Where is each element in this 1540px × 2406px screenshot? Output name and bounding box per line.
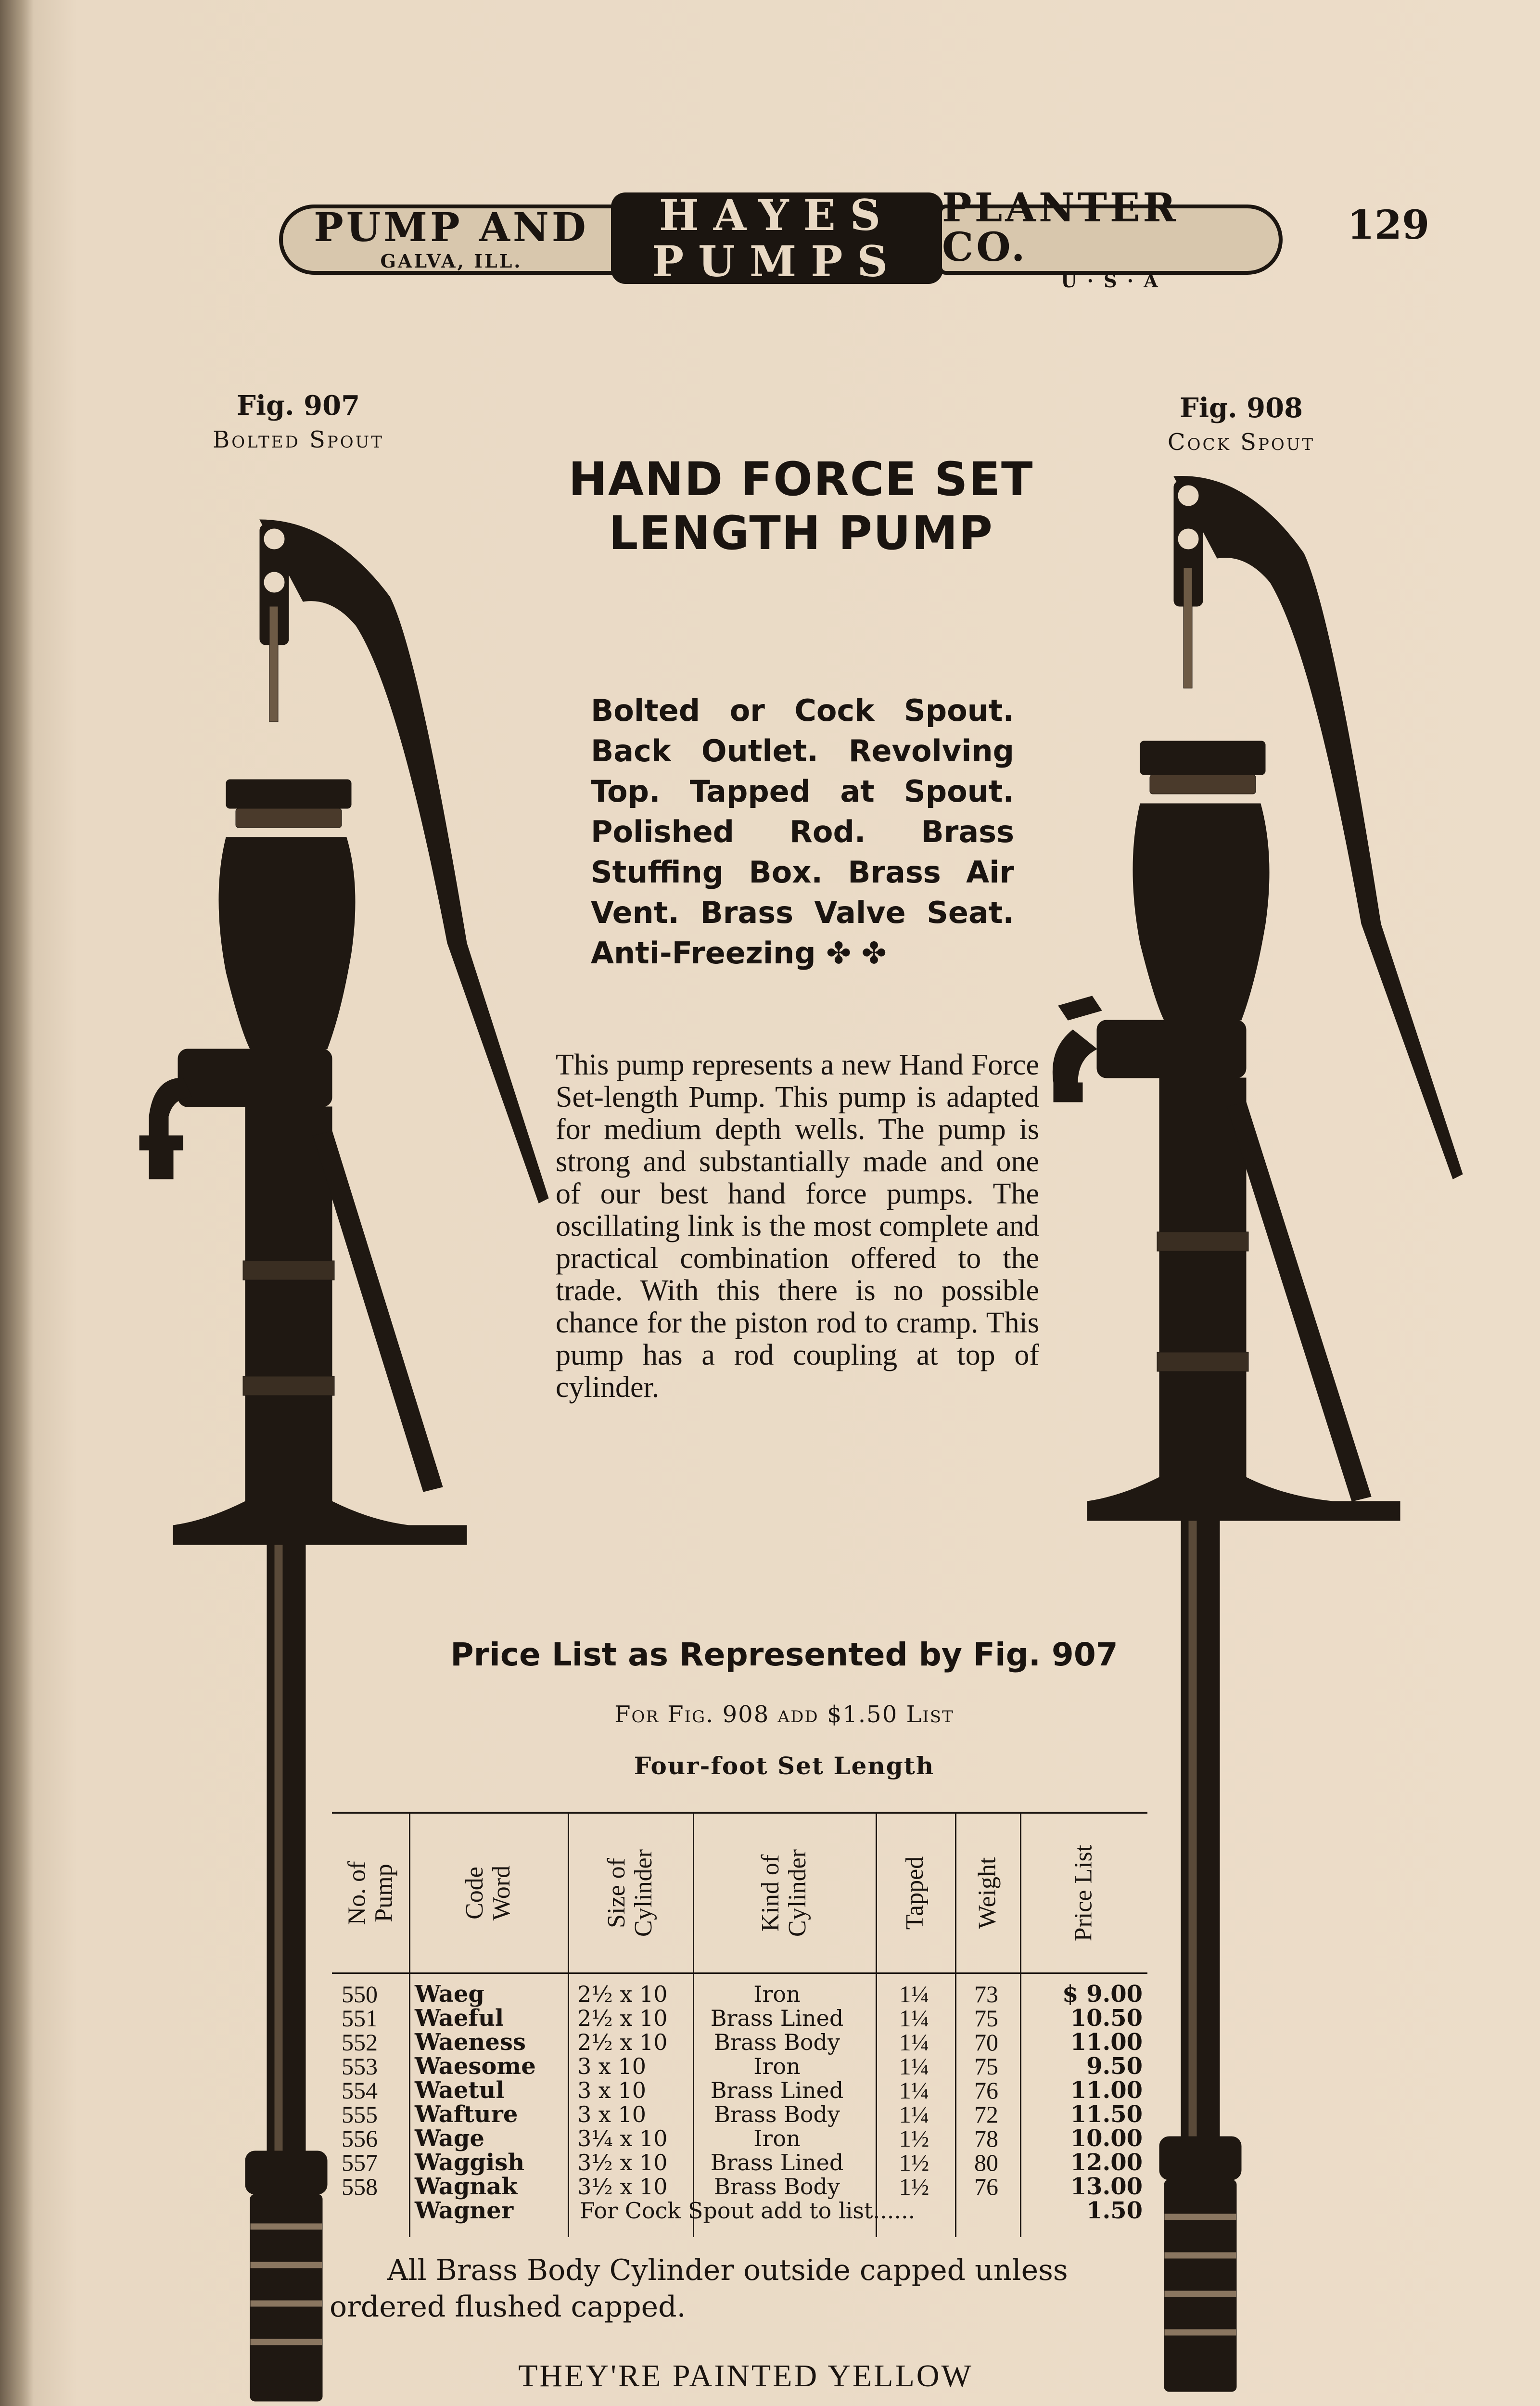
table-row [332, 1982, 1147, 2006]
table-row [332, 2102, 1147, 2126]
cell-tapped: 1¼ [899, 1981, 929, 2008]
cell-kind: Iron [753, 2053, 801, 2079]
cell-kind: Iron [753, 2125, 801, 2151]
right-plate [938, 184, 1283, 292]
cell-weight: 72 [974, 2101, 998, 2128]
cell-weight: 70 [974, 2029, 998, 2056]
table-row [332, 2030, 1147, 2054]
right-plate-line1: PLANTER CO. [942, 184, 1179, 270]
header-weight-label: Weight [973, 1857, 1001, 1929]
cell-tapped: 1¼ [899, 2053, 929, 2080]
cell-size: 3½ x 10 [577, 2150, 668, 2176]
left-plate-line1: PUMP AND [314, 204, 589, 251]
cell-weight: 76 [974, 2077, 998, 2104]
header-size-label: Size of Cylinder [602, 1849, 657, 1937]
table-row [332, 2150, 1147, 2175]
cell-kind: Brass Body [714, 2174, 840, 2200]
table-row [332, 2078, 1147, 2102]
cell-code: Waeg [415, 1981, 484, 2008]
cell-kind: Brass Lined [710, 2077, 844, 2103]
header-weight [955, 1814, 1021, 1972]
cell-kind: Iron [753, 1981, 801, 2007]
fig-sub-left: Bolted Spout [213, 426, 384, 453]
table-row [332, 2006, 1147, 2030]
cell-weight: 75 [974, 2005, 998, 2032]
header-tapped [876, 1814, 956, 1972]
fig-label-right: Fig. 908 [1179, 392, 1303, 424]
cell-price: 13.00 [1070, 2173, 1143, 2200]
cell-no: 550 [342, 1981, 378, 2008]
cell-size: 3 x 10 [577, 2077, 646, 2103]
right-plate-line2: U · S · A [1061, 269, 1160, 292]
cell-weight: 75 [974, 2053, 998, 2080]
cell-price: 9.50 [1086, 2053, 1143, 2080]
header-code [409, 1814, 569, 1972]
cell-size: 2½ x 10 [577, 1981, 668, 2007]
cell-price: 10.50 [1070, 2005, 1143, 2032]
header-size [568, 1814, 694, 1972]
table-row [332, 2175, 1147, 2199]
left-plate-line2: GALVA, ILL. [380, 250, 522, 272]
price-table [332, 1812, 1147, 2237]
price-list-subtitle2: Four-foot Set Length [634, 1752, 935, 1780]
cell-kind: Brass Lined [710, 2005, 844, 2031]
footer-note: All Brass Body Cylinder outside capped unless ordered flushed capped. [330, 2253, 1068, 2324]
cell-no: 558 [342, 2173, 378, 2200]
fig-caption-left [183, 390, 414, 453]
cell-tapped: 1¼ [899, 2101, 929, 2128]
binding-gutter [0, 0, 34, 2406]
fig-label-left: Fig. 907 [236, 390, 360, 422]
cell-price: $ 9.00 [1062, 1981, 1143, 2008]
cell-tapped: 1¼ [899, 2077, 929, 2104]
title-line1: HAND FORCE SET [568, 452, 1034, 506]
cell-code: Waeful [415, 2005, 504, 2032]
cell-tapped: 1½ [899, 2149, 929, 2176]
table-row-note [332, 2199, 1147, 2223]
cell-code: Wagnak [415, 2173, 518, 2200]
fig-caption-right [1126, 392, 1357, 456]
cell-weight: 76 [974, 2173, 998, 2200]
header-banner [279, 184, 1289, 292]
cell-kind: Brass Lined [710, 2150, 844, 2176]
cell-size: 3 x 10 [577, 2053, 646, 2079]
cell-size: 2½ x 10 [577, 2005, 668, 2031]
cell-weight: 80 [974, 2149, 998, 2176]
center-line2: PUMPS [651, 236, 903, 286]
center-plate [611, 192, 943, 284]
header-no-label: No. of Pump [343, 1861, 397, 1925]
cell-no: 553 [342, 2053, 378, 2080]
table-header [332, 1814, 1147, 1974]
cell-code: Waesome [415, 2053, 536, 2080]
cell-no: 555 [342, 2101, 378, 2128]
table-row [332, 2054, 1147, 2078]
price-list-subtitle: For Fig. 908 add $1.50 List [614, 1701, 954, 1728]
cell-tapped: 1¼ [899, 2005, 929, 2032]
header-price [1020, 1814, 1147, 1972]
cell-kind: Brass Body [714, 2029, 840, 2055]
header-kind-label: Kind of Cylinder [756, 1849, 811, 1937]
cell-code: Waggish [415, 2149, 525, 2176]
page-title [553, 452, 1049, 560]
cell-code: Waetul [415, 2077, 505, 2104]
fig-sub-right: Cock Spout [1167, 429, 1315, 456]
cell-price: 10.00 [1070, 2125, 1143, 2152]
cell-code: Wagner [415, 2197, 514, 2224]
center-line1: HAYES [659, 190, 895, 240]
description-text: This pump represents a new Hand Force Set-length Pump. This pump is adapted for medium depth wells. The pump is strong and substantially made and one of our best hand force pumps. The oscillating link is the most complete and practical combination offered to the trade. With this there is no possible chance for the piston rod to cramp. This pump has a rod coupling at top of cylinder. [556, 1049, 1039, 1404]
header-price-label: Price List [1069, 1844, 1097, 1942]
cell-code: Waeness [415, 2029, 526, 2056]
cell-tapped: 1½ [899, 2173, 929, 2200]
cell-size: 2½ x 10 [577, 2029, 668, 2055]
cell-size: 3¼ x 10 [577, 2125, 668, 2151]
header-kind [693, 1814, 877, 1972]
features-text: Bolted or Cock Spout. Back Outlet. Revolving Top. Tapped at Spout. Polished Rod. Brass Stuffing Box. Brass Air Vent. Brass Valve Seat. Anti-Freezing ✤ ✤ [591, 693, 1014, 971]
page-number: 129 [1347, 202, 1430, 248]
table-row [332, 2126, 1147, 2150]
cell-kind: Brass Body [714, 2101, 840, 2127]
cell-tapped: 1¼ [899, 2029, 929, 2056]
header-tapped-label: Tapped [901, 1856, 929, 1930]
cell-weight: 73 [974, 1981, 998, 2008]
cell-price: 11.50 [1070, 2101, 1143, 2128]
title-line2: LENGTH PUMP [609, 506, 993, 560]
price-list-title: Price List as Represented by Fig. 907 [450, 1636, 1118, 1673]
cell-no: 551 [342, 2005, 378, 2032]
cell-no: 552 [342, 2029, 378, 2056]
cell-weight: 78 [974, 2125, 998, 2152]
cell-tapped: 1½ [899, 2125, 929, 2152]
cell-no: 557 [342, 2149, 378, 2176]
cell-price: 1.50 [1086, 2197, 1143, 2224]
cell-price: 11.00 [1070, 2029, 1143, 2056]
cell-price: 11.00 [1070, 2077, 1143, 2104]
cell-size: 3½ x 10 [577, 2174, 668, 2200]
cell-price: 12.00 [1070, 2149, 1143, 2176]
header-code-label: Code Word [460, 1865, 515, 1921]
cell-size: 3 x 10 [577, 2101, 646, 2127]
cell-no: 556 [342, 2125, 378, 2152]
cell-code: Wafture [415, 2101, 518, 2128]
header-no [332, 1814, 410, 1972]
cell-no: 554 [342, 2077, 378, 2104]
painted-slogan: THEY'RE PAINTED YELLOW [518, 2358, 973, 2393]
left-plate [279, 205, 624, 275]
cell-code: Wage [415, 2125, 484, 2152]
cell-note: For Cock Spout add to list...... [580, 2198, 916, 2224]
